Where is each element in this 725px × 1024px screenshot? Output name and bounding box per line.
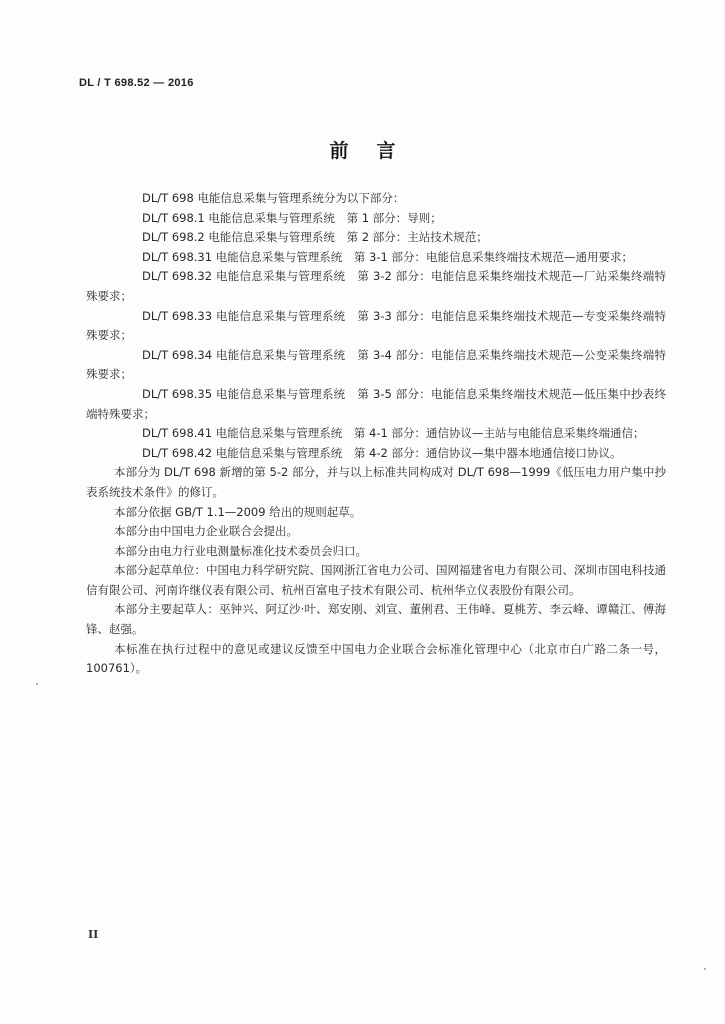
drafters-paragraph: 本部分主要起草人：巫钟兴、阿辽沙·叶、郑安刚、刘宣、董俐君、王伟峰、夏桃芳、李云峰、谭赣江、傅海锋、赵强。 [86, 602, 666, 637]
part-system: 电能信息采集与管理系统 [208, 210, 335, 225]
part-code: DL/T 698.42 [142, 445, 213, 460]
part-system: 电能信息采集与管理系统 [215, 445, 343, 460]
part-system: 电能信息采集与管理系统 [215, 249, 343, 264]
scan-speck [36, 683, 38, 685]
part-title: 第 3-1 部分：电能信息采集终端技术规范—通用要求； [353, 249, 633, 264]
part-system: 电能信息采集与管理系统 [215, 308, 346, 323]
part-code: DL/T 698.2 [142, 230, 205, 245]
part-code: DL/T 698 [142, 191, 194, 205]
part-system: 电能信息采集与管理系统 [215, 386, 346, 401]
part-system: 电能信息采集与管理系统 [215, 269, 346, 284]
drafting-rules-paragraph: 本部分依据 GB/T 1.1—2009 给出的规则起草。 [114, 504, 362, 519]
part-title: 第 3-3 部分：电能信息采集终端技术规范—专变采集终端特殊要求； [86, 308, 667, 343]
part-code: DL/T 698.41 [142, 426, 213, 441]
part-title: 第 2 部分：主站技术规范； [346, 230, 488, 245]
drafting-organizations-paragraph: 本部分起草单位：中国电力科学研究院、国网浙江省电力公司、国网福建省电力有限公司、深圳市国电科技通信有限公司、河南许继仪表有限公司、杭州百富电子技术有限公司、杭州华立仪表股份有限公司。 [86, 563, 666, 597]
part-code: DL/T 698.1 [142, 210, 205, 225]
part-title: 第 4-1 部分：通信协议—主站与电能信息采集终端通信； [353, 426, 645, 441]
part-title: 第 3-2 部分：电能信息采集终端技术规范—厂站采集终端特殊要求； [86, 269, 667, 303]
part-title: 第 3-5 部分：电能信息采集终端技术规范—低压集中抄表终端特殊要求； [86, 386, 667, 421]
part-item [86, 228, 666, 248]
part-code: DL/T 698.32 [142, 269, 213, 284]
part-system: 电能信息采集与管理系统 [208, 230, 335, 245]
part-code: DL/T 698.34 [142, 347, 213, 362]
part-item [86, 248, 666, 268]
part-title: 第 1 部分：导则； [346, 210, 442, 225]
part-item [86, 385, 666, 424]
part-system: 电能信息采集与管理系统 [215, 426, 343, 441]
document-code-header: DL / T 698.52 — 2016 [79, 77, 194, 89]
foreword-body [86, 189, 666, 679]
part-item [86, 444, 666, 464]
committee-paragraph: 本部分由电力行业电测量标准化技术委员会归口。 [114, 543, 367, 558]
part-item [86, 267, 666, 306]
revision-paragraph: 本部分为 DL/T 698 新增的第 5-2 部分，并与以上标准共同构成对 DL/T 698—1999《低压电力用户集中抄表系统技术条件》的修订。 [86, 465, 666, 499]
page-title: 前言 [329, 140, 424, 162]
proposer-paragraph: 本部分由中国电力企业联合会提出。 [114, 524, 298, 539]
part-text: 电能信息采集与管理系统分为以下部分： [197, 191, 405, 205]
part-code: DL/T 698.35 [142, 386, 213, 401]
part-item [86, 424, 666, 444]
part-system: 电能信息采集与管理系统 [215, 347, 346, 362]
part-title: 第 3-4 部分：电能信息采集终端技术规范—公变采集终端特殊要求； [86, 347, 667, 382]
scan-speck [704, 968, 706, 970]
part-code: DL/T 698.31 [142, 249, 213, 264]
part-code: DL/T 698.33 [142, 308, 213, 323]
feedback-paragraph: 本标准在执行过程中的意见或建议反馈至中国电力企业联合会标准化管理中心（北京市白广路二条一号，100761）。 [86, 641, 666, 676]
part-title: 第 4-2 部分：通信协议—集中器本地通信接口协议。 [353, 445, 622, 460]
part-item [86, 209, 666, 229]
parts-intro [86, 189, 666, 209]
part-item [86, 307, 666, 346]
page-number: II [88, 928, 99, 941]
part-item [86, 346, 666, 385]
